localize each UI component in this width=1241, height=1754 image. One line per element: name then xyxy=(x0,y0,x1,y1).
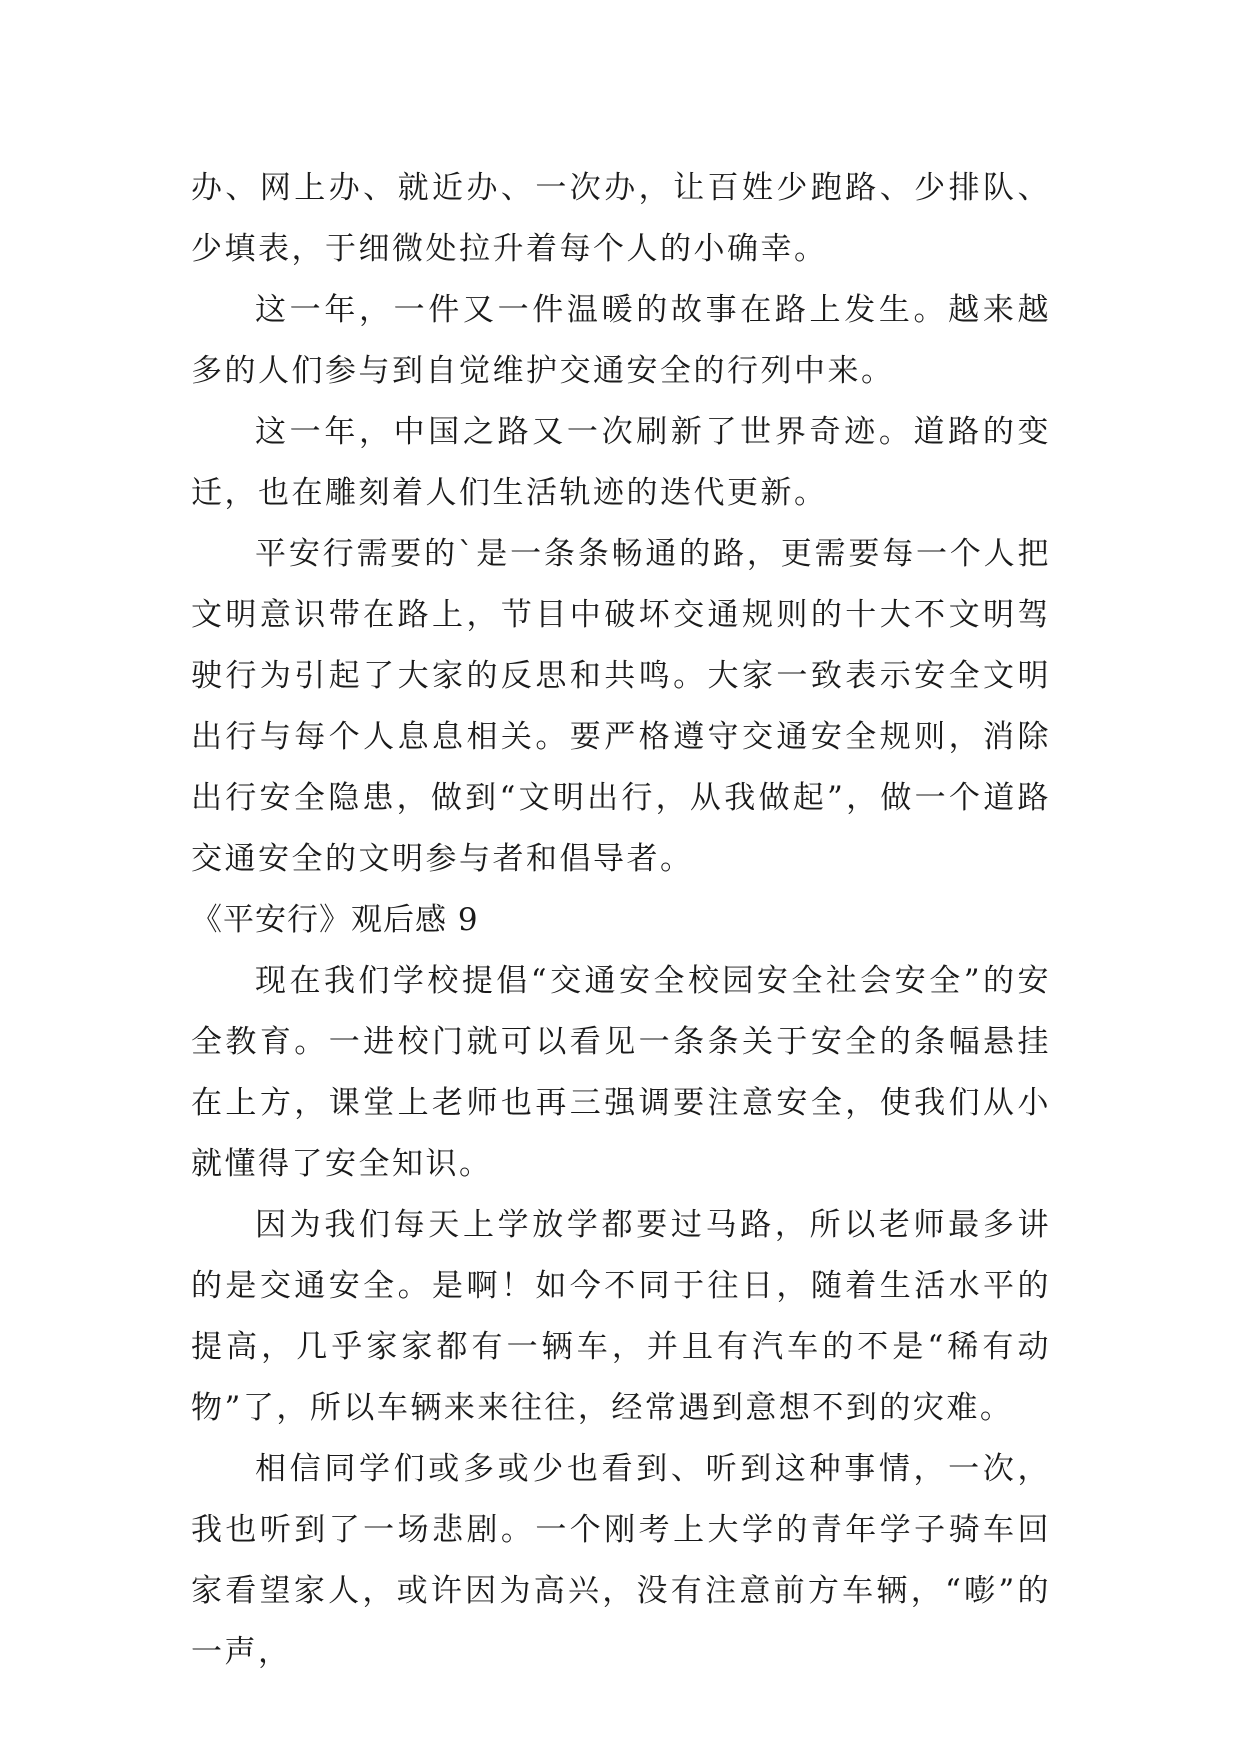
paragraph-4: 平安行需要的`是一条条畅通的路，更需要每一个人把文明意识带在路上，节目中破坏交通规则的十大不文明驾驶行为引起了大家的反思和共鸣。大家一致表示安全文明出行与每个人息息相关。要严格遵守交通安全规则，消除出行安全隐患，做到“文明出行，从我做起”，做一个道路交通安全的文明参与者和倡导者。 xyxy=(191,536,1051,877)
paragraph-3: 这一年，中国之路又一次刷新了世界奇迹。道路的变迁，也在雕刻着人们生活轨迹的迭代更新。 xyxy=(191,414,1051,511)
paragraph-1: 办、网上办、就近办、一次办，让百姓少跑路、少排队、少填表，于细微处拉升着每个人的小确幸。 xyxy=(191,170,1051,267)
paragraph-7: 相信同学们或多或少也看到、听到这种事情，一次，我也听到了一场悲剧。一个刚考上大学的青年学子骑车回家看望家人，或许因为高兴，没有注意前方车辆，“嘭”的一声， xyxy=(191,1451,1051,1670)
paragraph-6: 因为我们每天上学放学都要过马路，所以老师最多讲的是交通安全。是啊！如今不同于往日，随着生活水平的提高，几乎家家都有一辆车，并且有汽车的不是“稀有动物”了，所以车辆来来往往，经常遇到意想不到的灾难。 xyxy=(191,1207,1051,1426)
document-page xyxy=(191,158,1051,1683)
section-heading: 《平安行》观后感 9 xyxy=(191,902,479,938)
paragraph-5: 现在我们学校提倡“交通安全校园安全社会安全”的安全教育。一进校门就可以看见一条条关于安全的条幅悬挂在上方，课堂上老师也再三强调要注意安全，使我们从小就懂得了安全知识。 xyxy=(191,963,1051,1182)
paragraph-2: 这一年，一件又一件温暖的故事在路上发生。越来越多的人们参与到自觉维护交通安全的行列中来。 xyxy=(191,292,1051,389)
